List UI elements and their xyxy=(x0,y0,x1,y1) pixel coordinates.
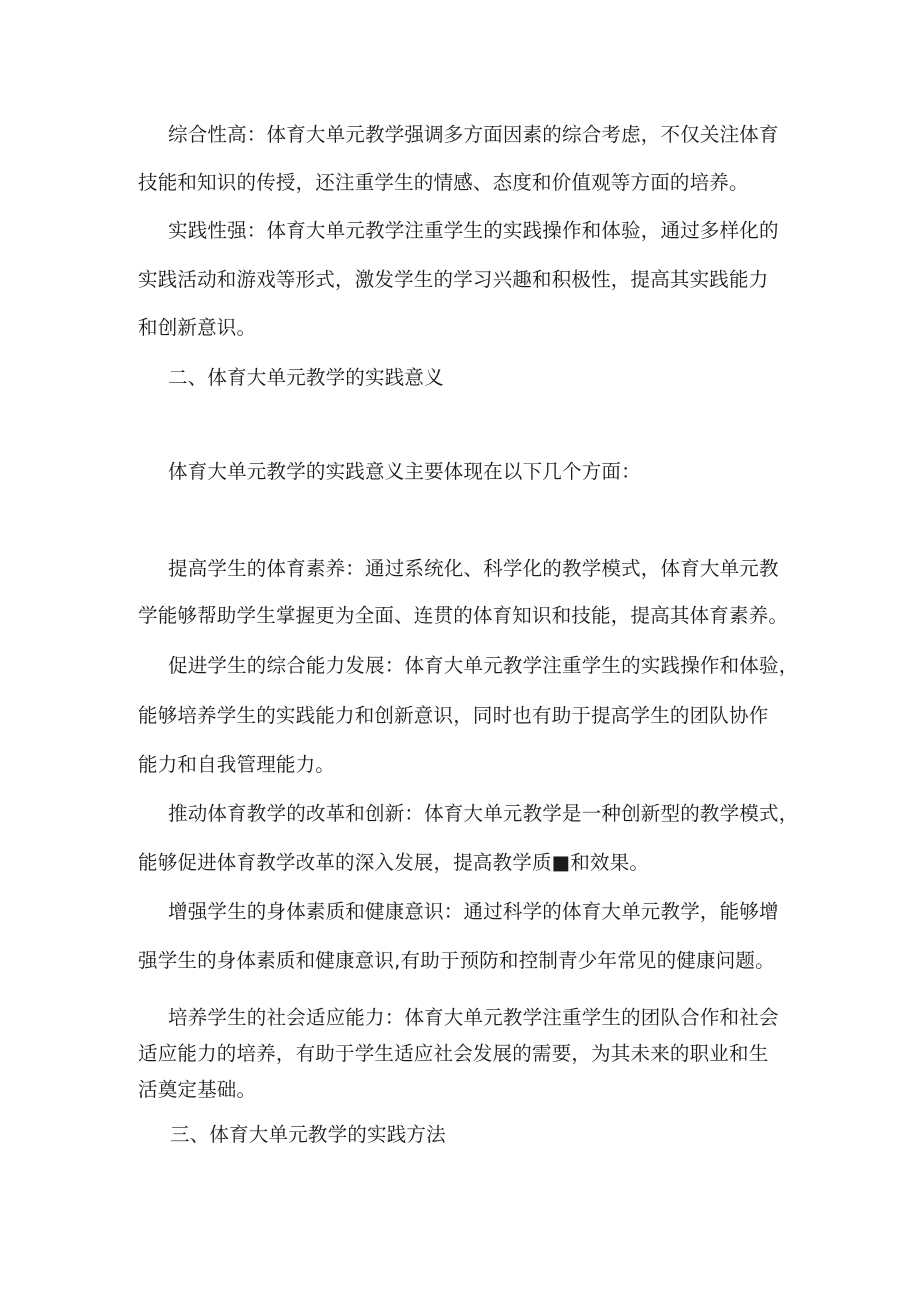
paragraph-practical-line: 实践性强：体育大单元教学注重学生的实践操作和体验，通过多样化的 xyxy=(168,219,779,242)
paragraph-ability-line: 能力和自我管理能力。 xyxy=(138,753,336,776)
paragraph-comprehensive-line: 技能和知识的传授，还注重学生的情感、态度和价值观等方面的培养。 xyxy=(138,171,749,194)
paragraph-social-line: 活奠定基础。 xyxy=(138,1078,257,1101)
paragraph-health-line: 增强学生的身体素质和健康意识：通过科学的体育大单元教学，能够增 xyxy=(168,900,779,923)
paragraph-literacy-line: 提高学生的体育素养：通过系统化、科学化的教学模式，体育大单元教 xyxy=(168,557,779,580)
paragraph-ability-line: 能够培养学生的实践能力和创新意识，同时也有助于提高学生的团队协作 xyxy=(138,704,769,727)
paragraph-social-line: 适应能力的培养，有助于学生适应社会发展的需要，为其未来的职业和生 xyxy=(138,1042,769,1065)
paragraph-practical-line: 实践活动和游戏等形式，激发学生的学习兴趣和积极性，提高其实践能力 xyxy=(138,268,769,291)
paragraph-social-line: 培养学生的社会适应能力：体育大单元教学注重学生的团队合作和社会 xyxy=(168,1006,779,1029)
section-heading-2: 二、体育大单元教学的实践意义 xyxy=(168,366,444,389)
intro-paragraph: 体育大单元教学的实践意义主要体现在以下几个方面： xyxy=(168,460,641,483)
paragraph-reform-line: 推动体育教学的改革和创新：体育大单元教学是一种创新型的教学模式， xyxy=(168,802,799,825)
paragraph-reform-line: 能够促进体育教学改革的深入发展，提高教学质■和效果。 xyxy=(138,851,650,874)
paragraph-comprehensive-line: 综合性高：体育大单元教学强调多方面因素的综合考虑，不仅关注体育 xyxy=(168,123,779,146)
paragraph-practical-line: 和创新意识。 xyxy=(138,316,257,339)
section-heading-3: 三、体育大单元教学的实践方法 xyxy=(170,1123,446,1146)
paragraph-ability-line: 促进学生的综合能力发展：体育大单元教学注重学生的实践操作和体验， xyxy=(168,654,799,677)
paragraph-health-line: 强学生的身体素质和健康意识,有助于预防和控制青少年常见的健康问题。 xyxy=(138,949,775,972)
paragraph-literacy-line: 学能够帮助学生掌握更为全面、连贯的体育知识和技能，提高其体育素养。 xyxy=(138,604,789,627)
